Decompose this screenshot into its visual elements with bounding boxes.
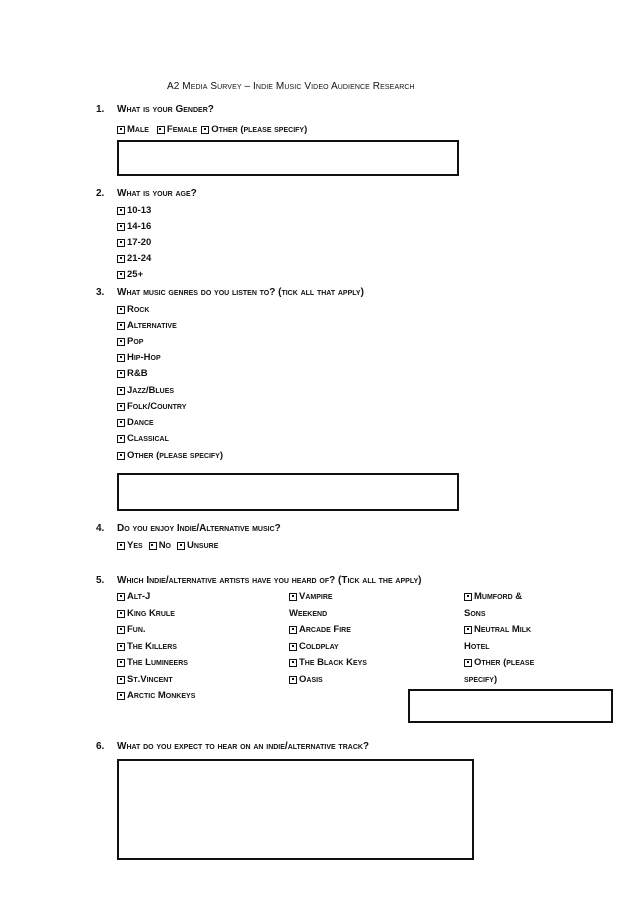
- checkbox-icon[interactable]: [464, 659, 472, 667]
- q1-number: 1.: [96, 104, 105, 115]
- q5-artist-option[interactable]: The Lumineers: [117, 657, 188, 668]
- q1-option-female[interactable]: Female: [157, 124, 197, 135]
- q3-number: 3.: [96, 287, 105, 298]
- checkbox-icon[interactable]: [117, 692, 125, 700]
- checkbox-icon[interactable]: [117, 593, 125, 601]
- q5-artist-option-continued: Sons: [464, 608, 486, 619]
- q1-options: [117, 124, 307, 135]
- checkbox-icon[interactable]: [117, 676, 125, 684]
- page-title: A2 Media Survey – Indie Music Video Audience Research: [167, 81, 415, 92]
- checkbox-icon[interactable]: [289, 626, 297, 634]
- checkbox-icon[interactable]: [117, 643, 125, 651]
- q6-question: What do you expect to hear on an indie/alternative track?: [117, 741, 370, 752]
- checkbox-icon[interactable]: [117, 419, 125, 427]
- checkbox-icon[interactable]: [117, 626, 125, 634]
- checkbox-icon[interactable]: [289, 593, 297, 601]
- checkbox-icon[interactable]: [117, 387, 125, 395]
- checkbox-icon[interactable]: [117, 370, 125, 378]
- checkbox-icon[interactable]: [117, 126, 125, 134]
- q5-artist-option[interactable]: Coldplay: [289, 641, 339, 652]
- checkbox-icon[interactable]: [117, 659, 125, 667]
- q3-question: What music genres do you listen to? (tick all that apply): [117, 287, 364, 298]
- checkbox-icon[interactable]: [117, 610, 125, 618]
- checkbox-icon[interactable]: [149, 542, 157, 550]
- q6-answer-input[interactable]: [117, 759, 474, 860]
- checkbox-icon[interactable]: [289, 676, 297, 684]
- checkbox-icon[interactable]: [117, 435, 125, 443]
- checkbox-icon[interactable]: [157, 126, 165, 134]
- q5-artist-option[interactable]: King Krule: [117, 608, 175, 619]
- q2-question: What is your age?: [117, 188, 197, 199]
- q5-artist-option[interactable]: The Killers: [117, 641, 177, 652]
- q5-artist-option[interactable]: Vampire: [289, 591, 333, 602]
- q1-question: What is your Gender?: [117, 104, 214, 115]
- checkbox-icon[interactable]: [201, 126, 209, 134]
- q1-option-other[interactable]: Other (please specify): [201, 124, 307, 135]
- q1-other-input[interactable]: [117, 140, 459, 176]
- q3-option[interactable]: Jazz/Blues: [117, 385, 174, 396]
- checkbox-icon[interactable]: [117, 239, 125, 247]
- q4-option-no[interactable]: No: [149, 540, 171, 551]
- q3-option[interactable]: Pop: [117, 336, 143, 347]
- q3-option[interactable]: Folk/Country: [117, 401, 186, 412]
- q5-artist-option[interactable]: Neutral Milk: [464, 624, 531, 635]
- checkbox-icon[interactable]: [117, 354, 125, 362]
- checkbox-icon[interactable]: [117, 542, 125, 550]
- q2-number: 2.: [96, 188, 105, 199]
- q4-option-yes[interactable]: Yes: [117, 540, 143, 551]
- q5-artist-option-continued: specify): [464, 674, 498, 685]
- q5-artist-option[interactable]: Mumford &: [464, 591, 522, 602]
- q5-question: Which Indie/alternative artists have you heard of? (Tick all the apply): [117, 575, 422, 586]
- q3-option[interactable]: Dance: [117, 417, 154, 428]
- q2-option[interactable]: 14-16: [117, 221, 151, 232]
- checkbox-icon[interactable]: [289, 643, 297, 651]
- q5-number: 5.: [96, 575, 105, 586]
- checkbox-icon[interactable]: [117, 322, 125, 330]
- q3-option[interactable]: Other (please specify): [117, 450, 223, 461]
- checkbox-icon[interactable]: [464, 626, 472, 634]
- q4-option-unsure[interactable]: Unsure: [177, 540, 218, 551]
- checkbox-icon[interactable]: [117, 452, 125, 460]
- q5-artist-option[interactable]: Alt-J: [117, 591, 150, 602]
- q5-artist-option[interactable]: Arcade Fire: [289, 624, 351, 635]
- checkbox-icon[interactable]: [117, 403, 125, 411]
- q3-option[interactable]: Rock: [117, 304, 149, 315]
- q1-option-male[interactable]: Male: [117, 124, 149, 135]
- q4-question: Do you enjoy Indie/Alternative music?: [117, 523, 281, 534]
- q5-artist-option[interactable]: Other (please: [464, 657, 534, 668]
- q5-artist-option[interactable]: Fun.: [117, 624, 146, 635]
- checkbox-icon[interactable]: [117, 271, 125, 279]
- checkbox-icon[interactable]: [117, 306, 125, 314]
- q2-option[interactable]: 17-20: [117, 237, 151, 248]
- q3-option[interactable]: Classical: [117, 433, 169, 444]
- q5-artist-option-continued: Weekend: [289, 608, 328, 619]
- q5-artist-option[interactable]: Oasis: [289, 674, 323, 685]
- q5-other-input[interactable]: [408, 689, 613, 723]
- q3-option[interactable]: R&B: [117, 368, 148, 379]
- checkbox-icon[interactable]: [177, 542, 185, 550]
- q2-option[interactable]: 21-24: [117, 253, 151, 264]
- checkbox-icon[interactable]: [117, 223, 125, 231]
- q5-artist-option[interactable]: Arctic Monkeys: [117, 690, 195, 701]
- q5-artist-option[interactable]: The Black Keys: [289, 657, 367, 668]
- q4-number: 4.: [96, 523, 105, 534]
- checkbox-icon[interactable]: [117, 207, 125, 215]
- q3-other-input[interactable]: [117, 473, 459, 511]
- q5-artist-option[interactable]: St.Vincent: [117, 674, 173, 685]
- checkbox-icon[interactable]: [464, 593, 472, 601]
- q3-option[interactable]: Hip-Hop: [117, 352, 161, 363]
- q4-options: [117, 540, 218, 551]
- q3-option[interactable]: Alternative: [117, 320, 177, 331]
- q2-option[interactable]: 25+: [117, 269, 143, 280]
- q6-number: 6.: [96, 741, 105, 752]
- checkbox-icon[interactable]: [117, 255, 125, 263]
- checkbox-icon[interactable]: [289, 659, 297, 667]
- checkbox-icon[interactable]: [117, 338, 125, 346]
- q2-option[interactable]: 10-13: [117, 205, 151, 216]
- q5-artist-option-continued: Hotel: [464, 641, 490, 652]
